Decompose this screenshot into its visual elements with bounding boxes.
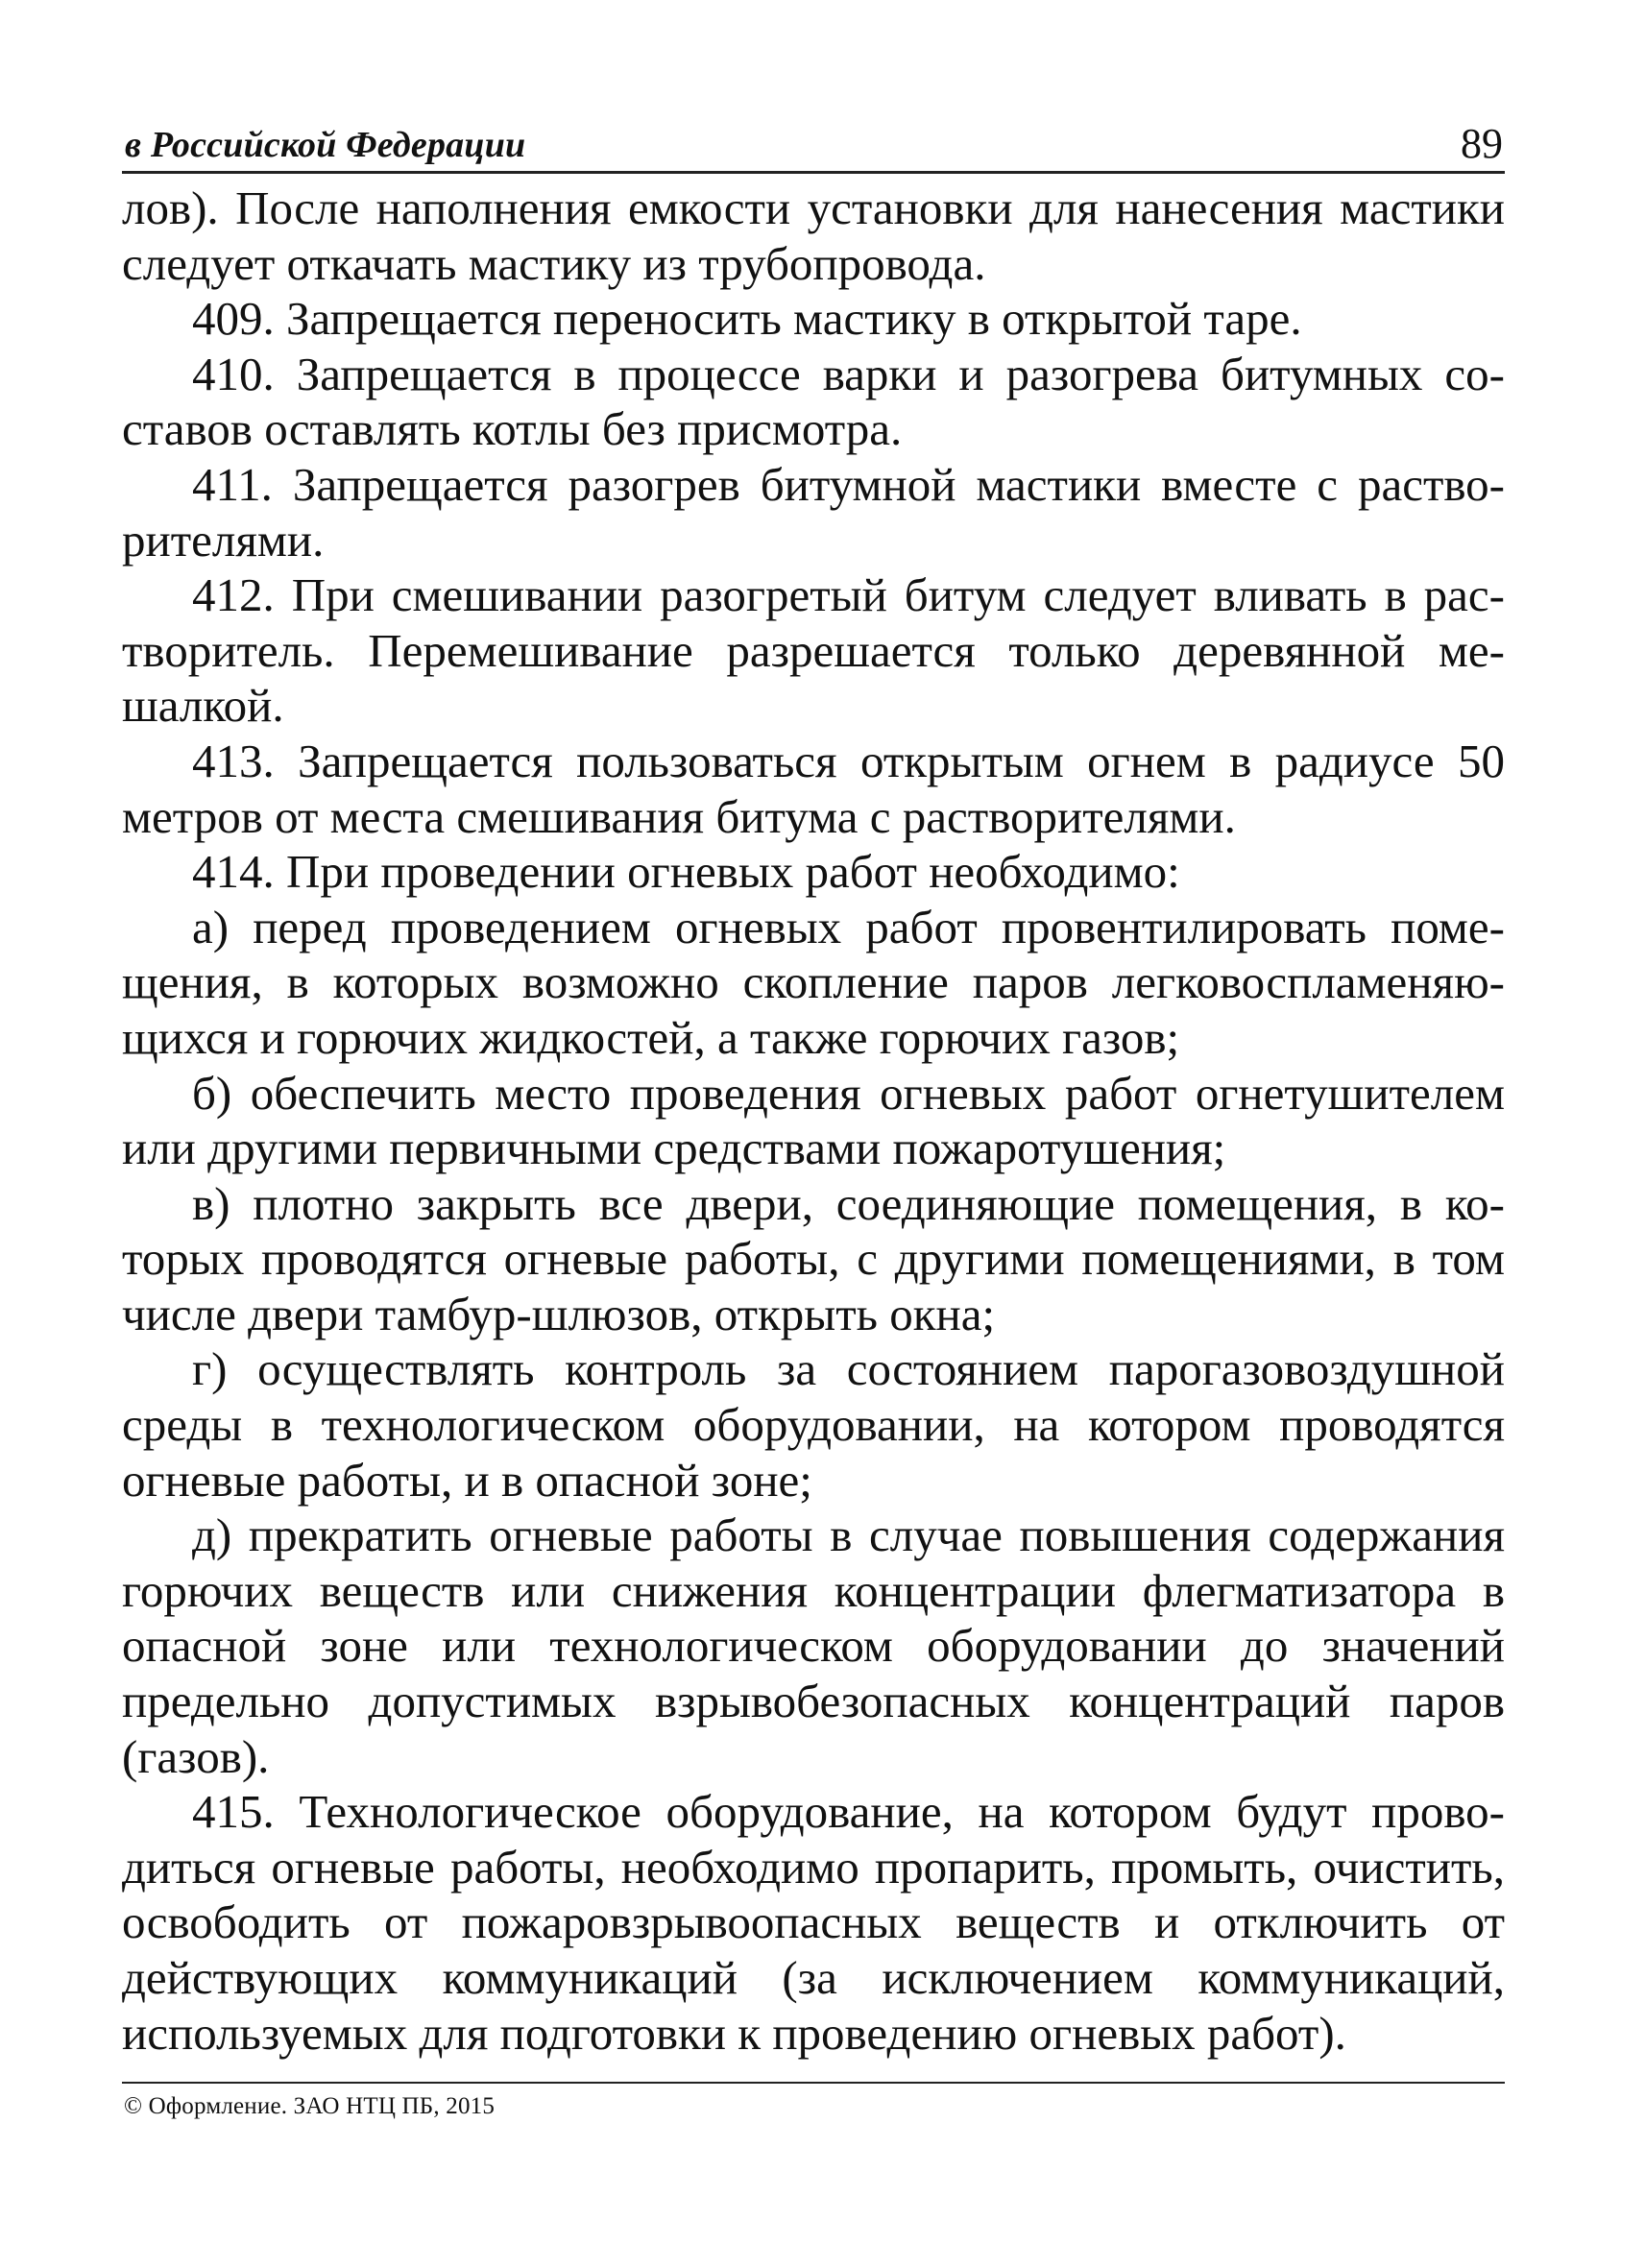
paragraph-411: 411. Запрещается разогрев битумной мастики вместе с растворителями. — [122, 457, 1505, 567]
running-title: в Российской Федерации — [125, 125, 526, 165]
book-page — [122, 113, 1505, 2178]
paragraph-412: 412. При смешивании разогретый битум следует вливать в растворитель. Перемешивание разрешается только деревянной мешалкой. — [122, 568, 1505, 733]
paragraph-415: 415. Технологическое оборудование, на котором будут проводиться огневые работы, необходимо пропарить, промыть, очистить, освободить от пожаровзрывоопасных веществ и отключить от действующих коммуникаций (за исключением коммуникаций, используемых для подготовки к проведению огневых работ). — [122, 1785, 1505, 2060]
paragraph-409: 409. Запрещается переносить мастику в открытой таре. — [192, 292, 1302, 346]
paragraph-413: 413. Запрещается пользоваться открытым огнем в радиусе 50 метров от места смешивания битума с растворителями. — [122, 734, 1505, 843]
list-item-b: б) обеспечить место проведения огневых работ огнетушителем или другими первичными средствами пожаротушения; — [122, 1066, 1505, 1175]
list-item-a: а) перед проведением огневых работ провентилировать помещения, в которых возможно скопление паров легковоспламеняющихся и горючих жидкостей, а также горючих газов; — [122, 900, 1505, 1064]
list-item-v: в) плотно закрыть все двери, соединяющие помещения, в которых проводятся огневые работы, с другими помещениями, в том числе двери тамбур-шлюзов, открыть окна; — [122, 1176, 1505, 1340]
running-header — [122, 113, 1505, 174]
page-number: 89 — [1461, 120, 1503, 167]
paragraph-410: 410. Запрещается в процессе варки и разогрева битумных составов оставлять котлы без присмотра. — [122, 347, 1505, 456]
paragraph-continuation: лов). После наполнения емкости установки для нанесения мастики следует откачать мастику из трубопровода. — [122, 181, 1505, 290]
body-text — [122, 181, 1505, 2061]
footer-divider — [122, 2082, 1505, 2084]
list-item-d: д) прекратить огневые работы в случае повышения содержания горючих веществ или снижения концентрации флегматизатора в опасной зоне или технологическом оборудовании до значений предельно допустимых взрывобезопасных концентраций паров (газов). — [122, 1508, 1505, 1783]
paragraph-414: 414. При проведении огневых работ необходимо: — [192, 845, 1180, 899]
list-item-g: г) осуществлять контроль за состоянием парогазовоздушной среды в технологическом оборудовании, на котором проводятся огневые работы, и в опасной зоне; — [122, 1342, 1505, 1507]
footer-copyright: © Оформление. ЗАО НТЦ ПБ, 2015 — [124, 2093, 496, 2119]
